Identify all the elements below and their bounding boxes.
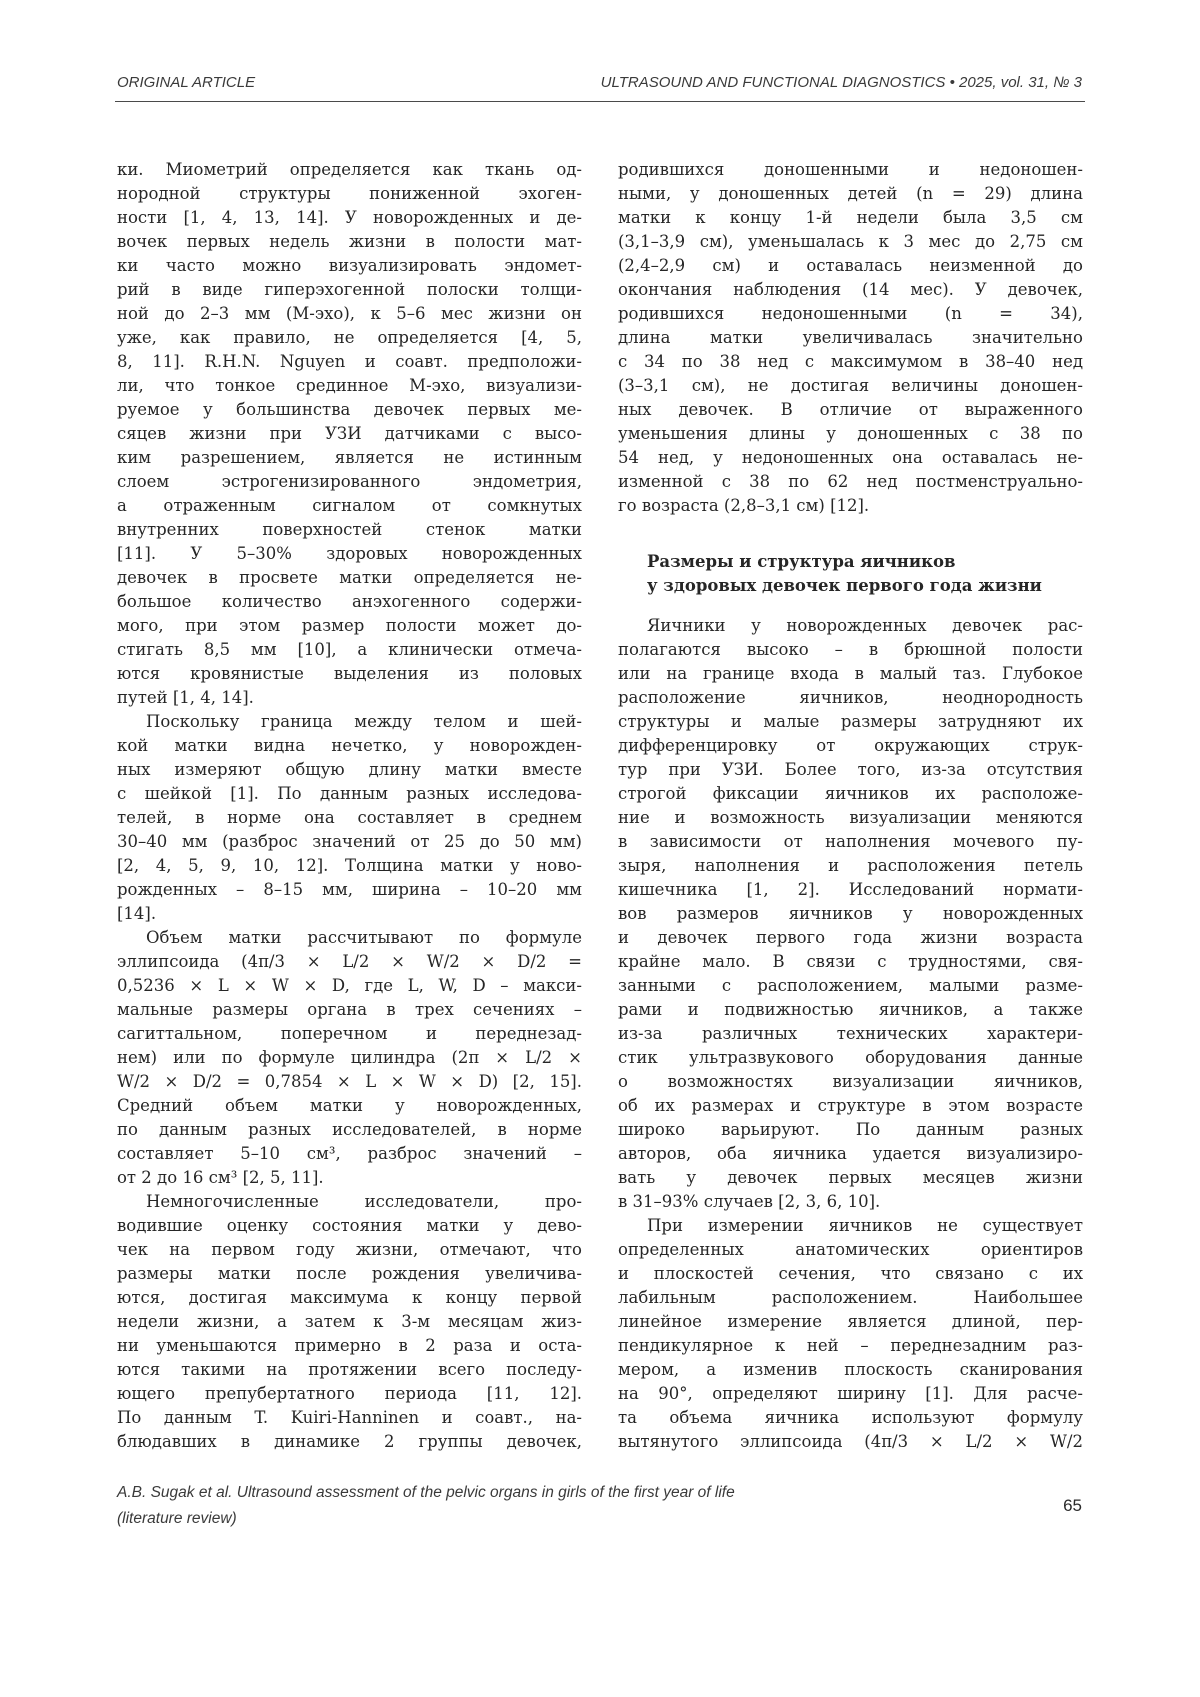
text-line: нем) или по формуле цилиндра (2π × L/2 × <box>117 1046 582 1070</box>
section-heading <box>618 550 1083 598</box>
text-line: родившихся недоношенными (n = 34), <box>618 302 1083 326</box>
text-line: Объем матки рассчитывают по формуле <box>117 926 582 950</box>
text-line: зыря, наполнения и расположения петель <box>618 854 1083 878</box>
text-line: 0,5236 × L × W × D, где L, W, D – макси- <box>117 974 582 998</box>
text-line: размеры матки после рождения увеличива- <box>117 1262 582 1286</box>
text-line: ются кровянистые выделения из половых <box>117 662 582 686</box>
text-line: полагаются высоко – в брюшной полости <box>618 638 1083 662</box>
text-line: телей, в норме она составляет в среднем <box>117 806 582 830</box>
text-line: мальные размеры органа в трех сечениях – <box>117 998 582 1022</box>
text-line: стигать 8,5 мм [10], а клинически отмеча- <box>117 638 582 662</box>
text-line: ние и возможность визуализации меняются <box>618 806 1083 830</box>
text-line: Немногочисленные исследователи, про- <box>117 1190 582 1214</box>
text-line: ных девочек. В отличие от выраженного <box>618 398 1083 422</box>
text-line: [2, 4, 5, 9, 10, 12]. Толщина матки у ново- <box>117 854 582 878</box>
header-divider <box>115 101 1085 102</box>
text-line: о возможностях визуализации яичников, <box>618 1070 1083 1094</box>
text-line: пендикулярное к ней – переднезадним раз- <box>618 1334 1083 1358</box>
text-line: дифференцировку от окружающих струк- <box>618 734 1083 758</box>
text-line: [11]. У 5–30% здоровых новорожденных <box>117 542 582 566</box>
text-line: ются такими на протяжении всего последу- <box>117 1358 582 1382</box>
text-line: сагиттальном, поперечном и переднезад- <box>117 1022 582 1046</box>
text-line: Поскольку граница между телом и шей- <box>117 710 582 734</box>
text-line: широко варьируют. По данным разных <box>618 1118 1083 1142</box>
text-line: 54 нед, у недоношенных она оставалась не- <box>618 446 1083 470</box>
text-line: вочек первых недель жизни в полости мат- <box>117 230 582 254</box>
text-line: матки к концу 1-й недели была 3,5 см <box>618 206 1083 230</box>
text-line: уменьшения длины у доношенных с 38 по <box>618 422 1083 446</box>
text-line: из-за различных технических характери- <box>618 1022 1083 1046</box>
text-line: большое количество анэхогенного содержи- <box>117 590 582 614</box>
text-line: от 2 до 16 см³ [2, 5, 11]. <box>117 1166 582 1190</box>
text-line: По данным T. Kuiri-Hanninen и соавт., на- <box>117 1406 582 1430</box>
paragraph <box>618 614 1083 1214</box>
text-line: ки часто можно визуализировать эндомет- <box>117 254 582 278</box>
text-line: ными, у доношенных детей (n = 29) длина <box>618 182 1083 206</box>
text-line: уже, как правило, не определяется [4, 5, <box>117 326 582 350</box>
text-line: водившие оценку состояния матки у дево- <box>117 1214 582 1238</box>
text-line: ных измеряют общую длину матки вместе <box>117 758 582 782</box>
text-line: стик ультразвукового оборудования данные <box>618 1046 1083 1070</box>
text-line: лабильным расположением. Наибольшее <box>618 1286 1083 1310</box>
running-header-section: ORIGINAL ARTICLE <box>117 73 255 93</box>
text-line: го возраста (2,8–3,1 см) [12]. <box>618 494 1083 518</box>
footer-citation-line: A.B. Sugak et al. Ultrasound assessment of the pelvic organs in girls of the first year of life <box>117 1480 735 1506</box>
page-number: 65 <box>1063 1496 1082 1516</box>
text-line: W/2 × D/2 = 0,7854 × L × W × D) [2, 15]. <box>117 1070 582 1094</box>
text-line: сяцев жизни при УЗИ датчиками с высо- <box>117 422 582 446</box>
paragraph <box>618 158 1083 518</box>
text-line: расположение яичников, неоднородность <box>618 686 1083 710</box>
text-line: путей [1, 4, 14]. <box>117 686 582 710</box>
text-line: авторов, оба яичника удается визуализиро- <box>618 1142 1083 1166</box>
text-line: в 31–93% случаев [2, 3, 6, 10]. <box>618 1190 1083 1214</box>
text-line: окончания наблюдения (14 мес). У девочек, <box>618 278 1083 302</box>
text-line: Яичники у новорожденных девочек рас- <box>618 614 1083 638</box>
text-line: ной до 2–3 мм (М-эхо), к 5–6 мес жизни он <box>117 302 582 326</box>
text-line: мером, а изменив плоскость сканирования <box>618 1358 1083 1382</box>
text-line: 30–40 мм (разброс значений от 25 до 50 мм) <box>117 830 582 854</box>
text-line: ются, достигая максимума к концу первой <box>117 1286 582 1310</box>
text-line: рий в виде гиперэхогенной полоски толщи- <box>117 278 582 302</box>
text-line: крайне мало. В связи с трудностями, свя- <box>618 950 1083 974</box>
text-line: а отраженным сигналом от сомкнутых <box>117 494 582 518</box>
text-line: по данным разных исследователей, в норме <box>117 1118 582 1142</box>
footer-citation-line: (literature review) <box>117 1506 735 1532</box>
text-line: вов размеров яичников у новорожденных <box>618 902 1083 926</box>
text-line: ни уменьшаются примерно в 2 раза и оста- <box>117 1334 582 1358</box>
text-line: вытянутого эллипсоида (4π/3 × L/2 × W/2 <box>618 1430 1083 1454</box>
left-column-body <box>117 158 582 1454</box>
section-heading-line: Размеры и структура яичников <box>647 550 1083 574</box>
text-line: с 34 по 38 нед с максимумом в 38–40 нед <box>618 350 1083 374</box>
text-line: определенных анатомических ориентиров <box>618 1238 1083 1262</box>
text-line: изменной с 38 по 62 нед постменструально- <box>618 470 1083 494</box>
text-line: кишечника [1, 2]. Исследований нормати- <box>618 878 1083 902</box>
text-line: слоем эстрогенизированного эндометрия, <box>117 470 582 494</box>
text-line: (3–3,1 см), не достигая величины доношен- <box>618 374 1083 398</box>
text-line: строгой фиксации яичников их расположе- <box>618 782 1083 806</box>
text-line: нородной структуры пониженной эхоген- <box>117 182 582 206</box>
text-line: девочек в просвете матки определяется не- <box>117 566 582 590</box>
text-line: недели жизни, а затем к 3-м месяцам жиз- <box>117 1310 582 1334</box>
left-column <box>117 158 582 1454</box>
text-line: рами и подвижностью яичников, а также <box>618 998 1083 1022</box>
text-line: структуры и малые размеры затрудняют их <box>618 710 1083 734</box>
text-line: мого, при этом размер полости может до- <box>117 614 582 638</box>
text-line: (2,4–2,9 см) и оставалась неизменной до <box>618 254 1083 278</box>
text-line: Средний объем матки у новорожденных, <box>117 1094 582 1118</box>
right-column <box>618 158 1083 1454</box>
text-line: и плоскостей сечения, что связано с их <box>618 1262 1083 1286</box>
text-line: об их размерах и структуре в этом возрасте <box>618 1094 1083 1118</box>
section-heading-line: у здоровых девочек первого года жизни <box>647 574 1083 598</box>
text-line: ли, что тонкое срединное М-эхо, визуализи- <box>117 374 582 398</box>
text-line: вать у девочек первых месяцев жизни <box>618 1166 1083 1190</box>
text-line: и девочек первого года жизни возраста <box>618 926 1083 950</box>
text-line: При измерении яичников не существует <box>618 1214 1083 1238</box>
text-line: ки. Миометрий определяется как ткань од- <box>117 158 582 182</box>
running-header-journal: ULTRASOUND AND FUNCTIONAL DIAGNOSTICS • 2025, vol. 31, № 3 <box>601 73 1082 93</box>
text-line: на 90°, определяют ширину [1]. Для расче- <box>618 1382 1083 1406</box>
text-line: ности [1, 4, 13, 14]. У новорожденных и де- <box>117 206 582 230</box>
text-line: линейное измерение является длиной, пер- <box>618 1310 1083 1334</box>
paragraph <box>117 710 582 926</box>
text-line: тур при УЗИ. Более того, из-за отсутствия <box>618 758 1083 782</box>
text-line: чек на первом году жизни, отмечают, что <box>117 1238 582 1262</box>
text-line: руемое у большинства девочек первых ме- <box>117 398 582 422</box>
text-line: с шейкой [1]. По данным разных исследова- <box>117 782 582 806</box>
text-line: родившихся доношенными и недоношен- <box>618 158 1083 182</box>
text-line: блюдавших в динамике 2 группы девочек, <box>117 1430 582 1454</box>
text-line: 8, 11]. R.H.N. Nguyen и соавт. предположи- <box>117 350 582 374</box>
text-line: составляет 5–10 см³, разброс значений – <box>117 1142 582 1166</box>
paragraph <box>117 158 582 710</box>
text-line: в зависимости от наполнения мочевого пу- <box>618 830 1083 854</box>
text-line: или на границе входа в малый таз. Глубокое <box>618 662 1083 686</box>
text-line: внутренних поверхностей стенок матки <box>117 518 582 542</box>
text-line: эллипсоида (4π/3 × L/2 × W/2 × D/2 = <box>117 950 582 974</box>
text-line: [14]. <box>117 902 582 926</box>
paragraph <box>117 926 582 1190</box>
right-column-bottom-body <box>618 614 1083 1454</box>
text-line: рожденных – 8–15 мм, ширина – 10–20 мм <box>117 878 582 902</box>
text-line: занными с расположением, малыми разме- <box>618 974 1083 998</box>
text-line: кой матки видна нечетко, у новорожден- <box>117 734 582 758</box>
right-column-top-body <box>618 158 1083 518</box>
text-line: ющего препубертатного периода [11, 12]. <box>117 1382 582 1406</box>
text-line: длина матки увеличивалась значительно <box>618 326 1083 350</box>
text-line: та объема яичника используют формулу <box>618 1406 1083 1430</box>
text-line: ким разрешением, является не истинным <box>117 446 582 470</box>
paragraph <box>117 1190 582 1454</box>
text-line: (3,1–3,9 см), уменьшалась к 3 мес до 2,75 см <box>618 230 1083 254</box>
paragraph <box>618 1214 1083 1454</box>
footer-citation <box>117 1480 735 1532</box>
